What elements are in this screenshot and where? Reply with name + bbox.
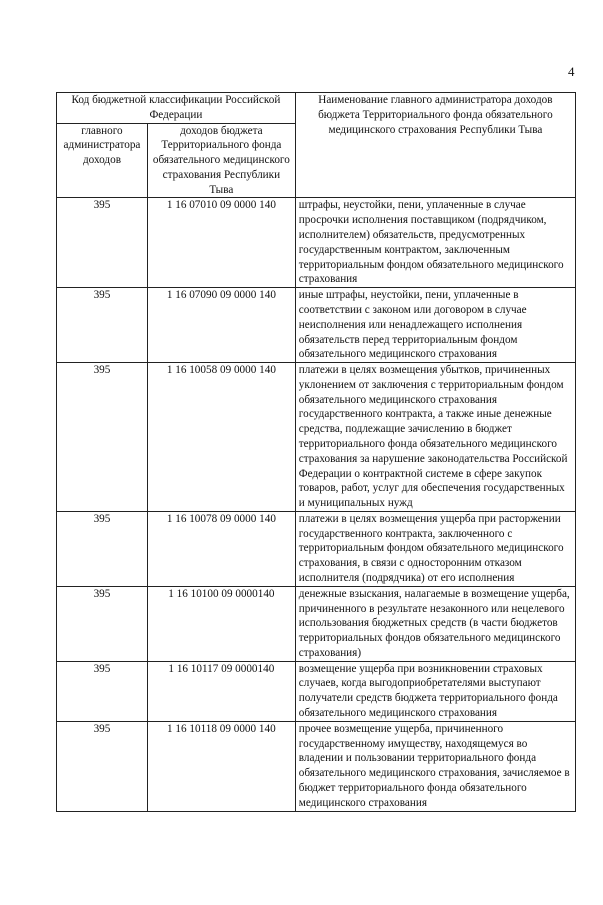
- table-row: [57, 511, 576, 586]
- income-name-cell: штрафы, неустойки, пени, уплаченные в случае просрочки исполнения поставщиком (подрядчиком, исполнителем) обязательств, предусмотренных государственным контрактом, заключенным территориальным фондом обязательного медицинского страхования: [295, 198, 575, 288]
- income-code-cell: 1 16 07010 09 0000 140: [147, 198, 295, 288]
- table-row: [57, 586, 576, 661]
- admin-code-cell: 395: [57, 586, 148, 661]
- table-row: [57, 721, 576, 811]
- income-code-cell: 1 16 10078 09 0000 140: [147, 511, 295, 586]
- table-row: [57, 288, 576, 363]
- income-code-cell: 1 16 07090 09 0000 140: [147, 288, 295, 363]
- admin-code-cell: 395: [57, 511, 148, 586]
- table-row: [57, 363, 576, 512]
- income-code-cell: 1 16 10100 09 0000140: [147, 586, 295, 661]
- income-code-cell: 1 16 10117 09 0000140: [147, 661, 295, 721]
- table-row: [57, 661, 576, 721]
- income-name-cell: денежные взыскания, налагаемые в возмещение ущерба, причиненного в результате незаконного или нецелевого использования бюджетных средств (в части бюджетов территориальных фондов обязательного медицинского страхования): [295, 586, 575, 661]
- income-name-cell: платежи в целях возмещения убытков, причиненных уклонением от заключения с территориальным фондом обязательного медицинского страхования государственного контракта, а также иные денежные средства, подлежащие зачислению в бюджет территориального фонда обязательного медицинского страхования за нарушение законодательства Российской Федерации о контрактной системе в сфере закупок товаров, работ, услуг для обеспечения государственных и муниципальных нужд: [295, 363, 575, 512]
- header-code-group: Код бюджетной классификации Российской Федерации: [57, 93, 296, 124]
- admin-code-cell: 395: [57, 721, 148, 811]
- table-row: [57, 198, 576, 288]
- income-name-cell: иные штрафы, неустойки, пени, уплаченные в соответствии с законом или договором в случае неисполнения или ненадлежащего исполнения обязательств перед территориальным фондом обязательного медицинского страхования: [295, 288, 575, 363]
- admin-code-cell: 395: [57, 288, 148, 363]
- income-name-cell: платежи в целях возмещения ущерба при расторжении государственного контракта, заключенного с территориальным фондом обязательного медицинского страхования, в связи с односторонним отказом исполнителя (подрядчика) от его исполнения: [295, 511, 575, 586]
- income-code-cell: 1 16 10058 09 0000 140: [147, 363, 295, 512]
- admin-code-cell: 395: [57, 661, 148, 721]
- admin-code-cell: 395: [57, 198, 148, 288]
- income-name-cell: возмещение ущерба при возникновении страховых случаев, когда выгодоприобретателями выступают получатели средств бюджета территориального фонда обязательного медицинского страхования: [295, 661, 575, 721]
- income-name-cell: прочее возмещение ущерба, причиненного государственному имуществу, находящемуся во владении и пользовании территориального фонда обязательного медицинского страхования, зачисляемое в бюджет территориального фонда обязательного медицинского страхования: [295, 721, 575, 811]
- page-number: 4: [568, 64, 575, 79]
- admin-code-cell: 395: [57, 363, 148, 512]
- table-header: [57, 93, 576, 198]
- header-name-column: Наименование главного администратора доходов бюджета Территориального фонда обязательного медицинского страхования Республики Тыва: [295, 93, 575, 198]
- income-code-cell: 1 16 10118 09 0000 140: [147, 721, 295, 811]
- header-income-column: доходов бюджета Территориального фонда обязательного медицинского страхования Республики Тыва: [147, 123, 295, 198]
- header-admin-column: главного администратора доходов: [57, 123, 148, 198]
- budget-classification-table: [56, 92, 576, 812]
